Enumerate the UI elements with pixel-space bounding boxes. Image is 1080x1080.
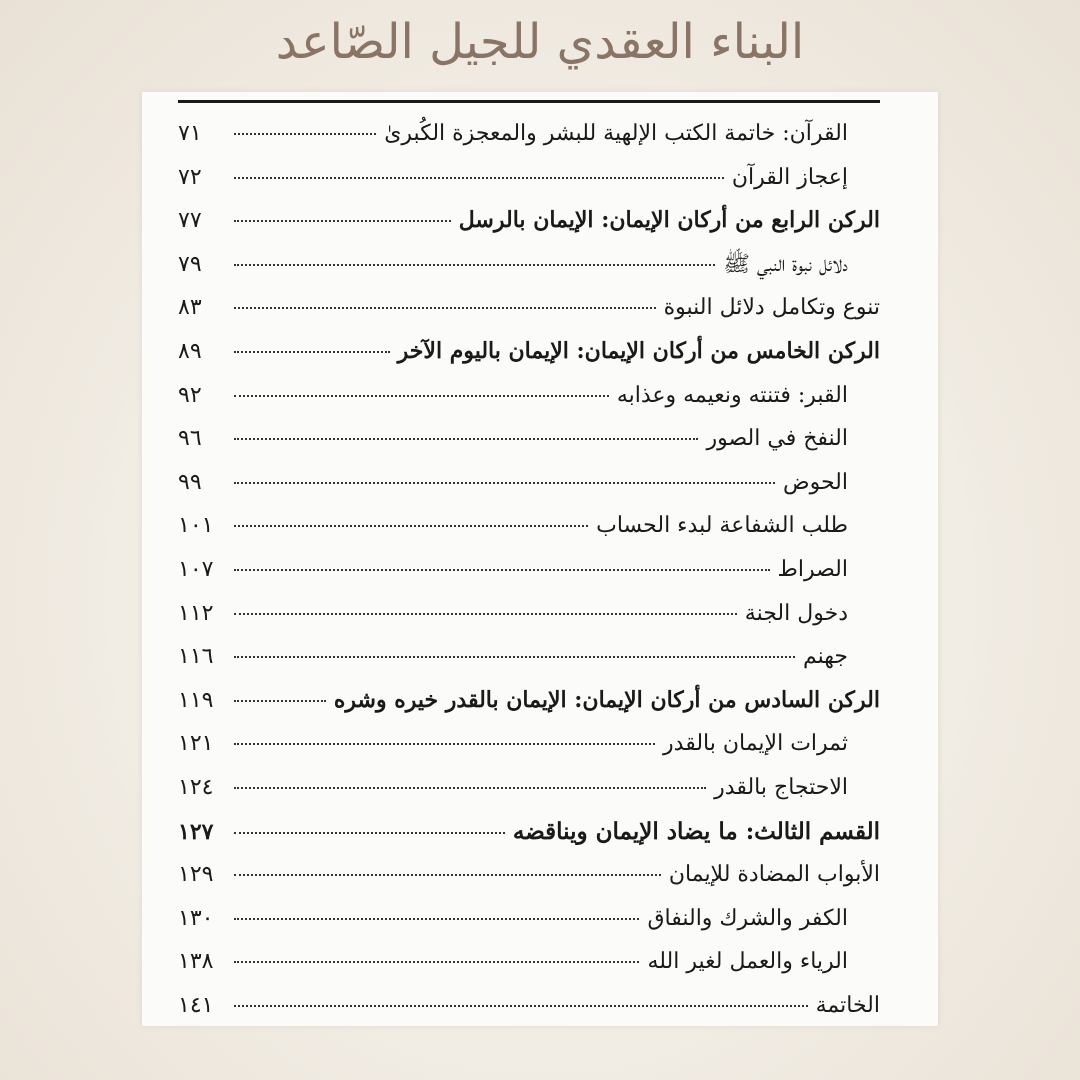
toc-entry-title: إعجاز القرآن — [731, 164, 848, 190]
toc-entry — [178, 679, 880, 723]
toc-entry-page-number: ١٣٠ — [178, 905, 214, 931]
toc-entry-title: الخاتمة — [815, 992, 880, 1018]
dot-leader — [234, 482, 775, 484]
toc-entry — [178, 286, 880, 330]
dot-leader — [234, 395, 609, 397]
toc-entry — [178, 156, 880, 200]
dot-leader — [234, 307, 656, 309]
dot-leader — [234, 569, 770, 571]
toc-entry-page-number: ١٤١ — [178, 992, 214, 1018]
dot-leader — [234, 264, 715, 266]
toc-entry-page-number: ١١٦ — [178, 644, 214, 670]
toc-entry-page-number: ١٢٧ — [178, 818, 214, 845]
toc-entry-page-number: ١١٢ — [178, 600, 214, 626]
dot-leader — [234, 874, 661, 876]
toc-entry — [178, 984, 880, 1028]
toc-entry — [178, 548, 880, 592]
toc-entry — [178, 766, 880, 810]
toc-entry — [178, 722, 880, 766]
dot-leader — [234, 438, 698, 440]
toc-entry-title: القسم الثالث: ما يضاد الإيمان ويناقضه — [512, 817, 880, 845]
toc-entry-title: القبر: فتنته ونعيمه وعذابه — [616, 382, 848, 408]
dot-leader — [234, 961, 639, 963]
toc-entry — [178, 243, 880, 287]
toc-entry-title: الركن السادس من أركان الإيمان: الإيمان بالقدر خيره وشره — [333, 686, 880, 713]
toc-entry-title: الأبواب المضادة للإيمان — [668, 862, 880, 888]
dot-leader — [234, 918, 639, 920]
dot-leader — [234, 177, 724, 179]
toc-entry-page-number: ٩٩ — [178, 469, 202, 495]
toc-entry — [178, 330, 880, 374]
toc-entry-page-number: ١١٩ — [178, 687, 214, 713]
toc-entry-page-number: ٧١ — [178, 121, 202, 146]
toc-entry-page-number: ٨٣ — [178, 295, 202, 321]
toc-entry — [178, 504, 880, 548]
table-of-contents — [178, 112, 880, 1027]
toc-entry-title: الركن الخامس من أركان الإيمان: الإيمان باليوم الآخر — [397, 337, 880, 364]
toc-entry — [178, 810, 880, 854]
top-rule — [178, 100, 880, 103]
toc-entry-title: الرياء والعمل لغير الله — [647, 949, 848, 975]
dot-leader — [234, 351, 390, 353]
toc-entry — [178, 112, 880, 156]
toc-entry-title: جهنم — [802, 644, 848, 670]
page-title: البناء العقدي للجيل الصّاعد — [275, 14, 805, 70]
toc-entry-title: القرآن: خاتمة الكتب الإلهية للبشر والمعجزة الكُبرىٰ — [384, 121, 848, 146]
dot-leader — [234, 220, 451, 222]
toc-entry — [178, 940, 880, 984]
toc-entry-page-number: ٧٩ — [178, 251, 202, 277]
dot-leader — [234, 613, 737, 615]
toc-entry-page-number: ١٢٩ — [178, 862, 214, 888]
dot-leader — [234, 1005, 808, 1007]
toc-entry-title: طلب الشفاعة لبدء الحساب — [596, 513, 848, 539]
dot-leader — [234, 743, 655, 745]
toc-entry-title: الحوض — [783, 469, 848, 495]
toc-entry-page-number: ١٠٧ — [178, 556, 214, 582]
dot-leader — [234, 832, 505, 834]
toc-entry — [178, 461, 880, 505]
dot-leader — [234, 787, 706, 789]
toc-entry — [178, 853, 880, 897]
dot-leader — [234, 656, 795, 658]
toc-entry-page-number: ٧٢ — [178, 164, 202, 190]
toc-entry-page-number: ١٠١ — [178, 513, 214, 539]
toc-entry-page-number: ٩٦ — [178, 426, 202, 452]
toc-entry-title: دلائل نبوة النبي ﷺ — [723, 251, 848, 277]
toc-entry-title: الركن الرابع من أركان الإيمان: الإيمان بالرسل — [458, 207, 880, 234]
toc-entry-title: الصراط — [777, 556, 848, 582]
toc-entry — [178, 635, 880, 679]
toc-entry — [178, 374, 880, 418]
toc-entry-title: النفخ في الصور — [706, 426, 848, 452]
toc-entry-title: دخول الجنة — [744, 600, 848, 626]
toc-entry-page-number: ٧٧ — [178, 208, 202, 234]
book-page — [142, 92, 938, 1026]
toc-entry — [178, 199, 880, 243]
toc-entry-title: الاحتجاج بالقدر — [714, 774, 848, 800]
toc-entry-page-number: ١٢١ — [178, 731, 214, 757]
dot-leader — [234, 525, 588, 527]
toc-entry-title: ثمرات الإيمان بالقدر — [663, 731, 848, 757]
dot-leader — [234, 133, 376, 135]
toc-entry-title: تنوع وتكامل دلائل النبوة — [663, 295, 880, 321]
toc-entry-page-number: ٩٢ — [178, 382, 202, 408]
toc-entry-page-number: ١٣٨ — [178, 949, 214, 975]
toc-entry-title: الكفر والشرك والنفاق — [647, 905, 848, 931]
toc-entry — [178, 897, 880, 941]
toc-entry-page-number: ١٢٤ — [178, 774, 214, 800]
dot-leader — [234, 700, 326, 702]
toc-entry — [178, 417, 880, 461]
toc-entry-page-number: ٨٩ — [178, 338, 202, 364]
toc-entry — [178, 592, 880, 636]
